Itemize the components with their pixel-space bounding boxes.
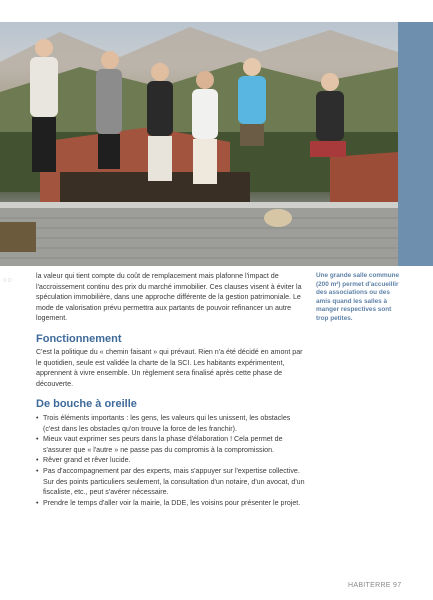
section-paragraph-fonctionnement: C'est la politique du « chemin faisant » qui prévaut. Rien n'a été décidé en amont par le quotidien, seule est validée la charte de la SCI. Les habitants expérimentent, apprennent à vivre ensemble. Un règlement sera finalisé après cette phase de découverte. xyxy=(36,348,303,388)
intro-paragraph: la valeur qui tient compte du coût de remplacement mais plafonne l'impact de l'accroissement continu des prix du marché immobilier. Ces clauses visent à éviter la spéculation immobilière, dans une approche différente de la gestion patrimoniale. Le mode de valorisation prévu permettra aux partants de pouvoir refinancer un autre logement. xyxy=(36,272,302,323)
list-item: • Rêver grand et rêver lucide. xyxy=(36,455,308,466)
hero-photo xyxy=(0,22,398,284)
list-item: • Trois éléments importants : les gens, les valeurs qui les unissent, les obstacles (c'est dans les obstacles qu'on trouve la force de les franchir). xyxy=(36,413,308,434)
list-item: • Pas d'accompagnement par des experts, mais s'appuyer sur l'expertise collective. Sur des points particuliers seulement, la consultation d'un notaire, d'un avocat, d'un fiscaliste, etc., peut s'avérer nécessaire. xyxy=(36,466,308,498)
list-item: • Mieux vaut exprimer ses peurs dans la phase d'élaboration ! Cela permet de s'assurer que « l'autre » ne passe pas du compromis à la compromission. xyxy=(36,434,308,455)
magazine-name: HABITERRE xyxy=(348,582,391,589)
section-heading-fonctionnement: Fonctionnement xyxy=(36,333,122,345)
page-number: 97 xyxy=(393,582,402,589)
decorative-side-tab xyxy=(398,22,433,266)
jumping-girls-illustration xyxy=(0,22,398,266)
list-item: • Prendre le temps d'aller voir la mairie, la DDE, les voisins pour présenter le projet. xyxy=(36,498,308,509)
photo-credit: © D xyxy=(3,278,12,284)
page-footer xyxy=(348,582,401,589)
photo-caption: Une grande salle commune (200 m²) permet d'accueillir des associations ou des amis quand les salles à manger respectives sont trop petites. xyxy=(316,272,400,322)
section-heading-bouche-a-oreille: De bouche à oreille xyxy=(36,398,137,410)
bullet-list xyxy=(36,413,308,508)
